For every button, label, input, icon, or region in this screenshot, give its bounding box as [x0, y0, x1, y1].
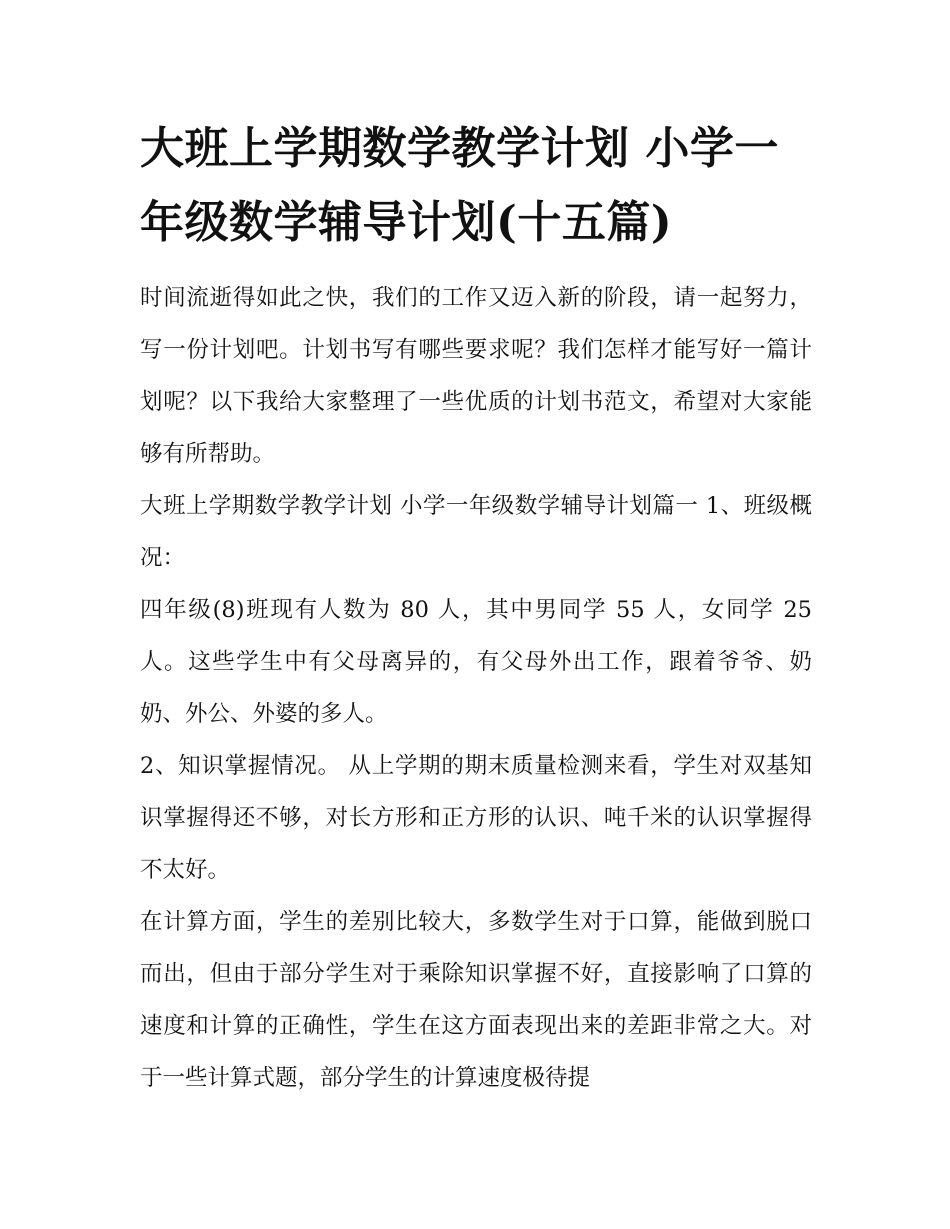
paragraph-class-overview: 四年级(8)班现有人数为 80 人，其中男同学 55 人，女同学 25 人。这些学生中有父母离异的，有父母外出工作，跟着爷爷、奶奶、外公、外婆的多人。 [140, 597, 812, 727]
document-title: 大班上学期数学教学计划 小学一年级数学辅导计划(十五篇) [140, 123, 779, 248]
paragraph-calculation: 在计算方面，学生的差别比较大，多数学生对于口算，能做到脱口而出，但由于部分学生对于乘除知识掌握不好，直接影响了口算的速度和计算的正确性，学生在这方面表现出来的差距非常之大。对于一些计算式题，部分学生的计算速度极待提 [140, 909, 812, 1091]
document-body [140, 112, 812, 1104]
paragraph-section-heading: 大班上学期数学教学计划 小学一年级数学辅导计划篇一 1、班级概况： [140, 493, 812, 571]
paragraph-knowledge-mastery: 2、知识掌握情况。 从上学期的期末质量检测来看，学生对双基知识掌握得还不够，对长方形和正方形的认识、吨千米的认识掌握得不太好。 [140, 753, 812, 883]
paragraph-intro: 时间流逝得如此之快，我们的工作又迈入新的阶段，请一起努力，写一份计划吧。计划书写有哪些要求呢？我们怎样才能写好一篇计划呢？以下我给大家整理了一些优质的计划书范文，希望对大家能够有所帮助。 [140, 285, 812, 467]
